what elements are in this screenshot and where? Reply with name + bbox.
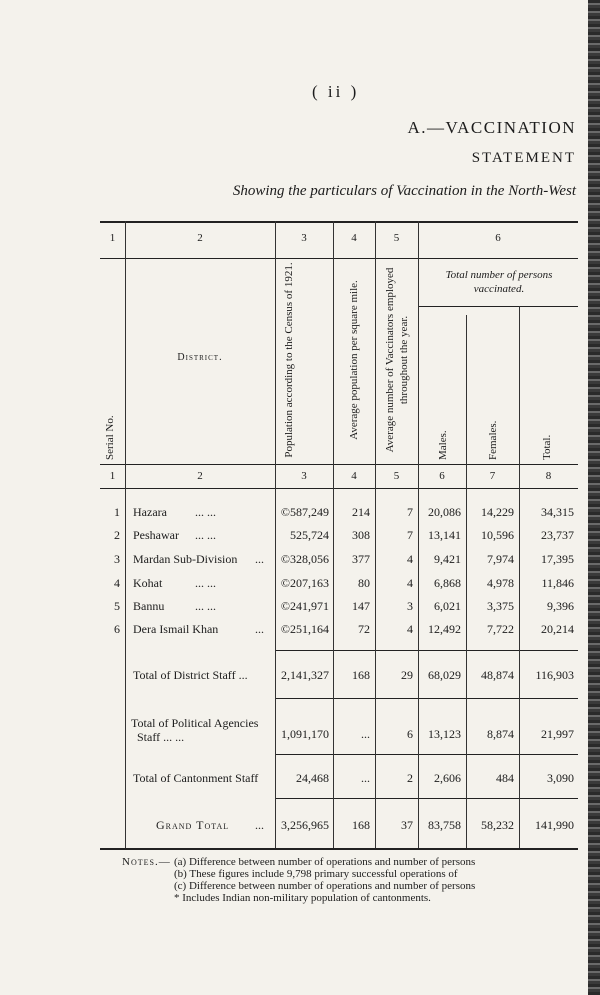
political-total-bottom-rule: [275, 754, 578, 755]
total-persons-header: Total number of persons vaccinated.: [445, 269, 553, 295]
sub-number-rule: [100, 488, 578, 489]
avg-pop-cell: 214: [352, 505, 370, 519]
avg-pop-cell: 308: [352, 528, 370, 542]
column-number: 4: [351, 232, 357, 244]
total-cell: 34,315: [541, 505, 574, 519]
district-total-top-rule: [275, 650, 578, 651]
avg-pop-cell: ...: [361, 727, 370, 741]
sub-column-number: 1: [109, 470, 116, 482]
females-cell: 8,874: [487, 727, 514, 741]
leader-dots: ...: [255, 818, 264, 832]
district-total-bottom-rule: [275, 698, 578, 699]
population-cell: ©328,056: [280, 552, 329, 566]
vaccinators-cell: 7: [407, 528, 413, 542]
females-cell: 10,596: [481, 528, 514, 542]
vaccinators-header: Average number of Vaccinators employed throughout the year.: [384, 267, 410, 453]
table-bottom-rule: [100, 848, 578, 850]
avg-pop-cell: 168: [352, 668, 370, 682]
females-cell: 14,229: [481, 505, 514, 519]
leader-dots: ...: [255, 552, 264, 566]
grand-total-label: Grand Total: [156, 818, 230, 832]
females-cell: 4,978: [487, 576, 514, 590]
total-label: Total of Political Agencies: [131, 716, 259, 730]
avg-pop-cell: 72: [358, 622, 370, 636]
page-number: ( ii ): [312, 82, 360, 101]
column-number: 3: [301, 232, 307, 244]
females-cell: 48,874: [481, 668, 514, 682]
vaccinators-cell: 6: [407, 727, 413, 741]
note-c: (c) Difference between number of operations and number of persons: [174, 880, 476, 892]
males-cell: 9,421: [434, 552, 461, 566]
serial-cell: 6: [114, 622, 120, 636]
leader-dots: ... ...: [195, 505, 216, 519]
females-header: Females.: [487, 420, 499, 460]
population-cell: ©587,249: [280, 505, 329, 519]
scanned-page-edge: [588, 0, 600, 995]
notes-label: Notes.—: [122, 856, 171, 868]
population-cell: ©241,971: [280, 599, 329, 613]
leader-dots: ... ...: [195, 599, 216, 613]
total-cell: 17,395: [541, 552, 574, 566]
sub-column-number: 3: [301, 470, 307, 482]
total-cell: 9,396: [547, 599, 574, 613]
table-top-rule: [100, 221, 578, 223]
section-title: A.—VACCINATION: [407, 118, 576, 137]
leader-dots: ... ...: [195, 576, 216, 590]
total-cell: 11,846: [541, 576, 574, 590]
sub-column-number: 4: [351, 470, 357, 482]
serial-cell: 4: [114, 576, 120, 590]
males-cell: 12,492: [428, 622, 461, 636]
serial-cell: 5: [114, 599, 120, 613]
column-number-rule: [100, 258, 578, 259]
statement-subtitle: Showing the particulars of Vaccination in the North-West: [232, 183, 576, 199]
males-cell: 68,029: [428, 668, 461, 682]
sub-column-number: 6: [439, 470, 445, 482]
district-cell: Bannu: [133, 599, 165, 613]
females-cell: 484: [496, 771, 514, 785]
total-cell: 141,990: [535, 818, 574, 832]
vaccinators-cell: 37: [401, 818, 413, 832]
sub-column-number: 5: [393, 470, 400, 482]
column-number: 6: [495, 232, 501, 244]
population-header: Population according to the Census of 1921.: [283, 262, 295, 458]
leader-dots: ... ...: [195, 528, 216, 542]
population-cell: 525,724: [290, 528, 329, 542]
population-cell: 1,091,170: [281, 727, 329, 741]
group-header-rule: [418, 306, 578, 307]
header-bottom-rule: [100, 464, 578, 465]
total-header: Total.: [541, 434, 553, 460]
vaccinators-cell: 4: [407, 622, 413, 636]
vaccinators-cell: 3: [407, 599, 413, 613]
total-cell: 116,903: [535, 668, 574, 682]
serial-cell: 1: [114, 505, 120, 519]
vaccinators-cell: 29: [401, 668, 413, 682]
vaccinators-cell: 4: [407, 552, 413, 566]
column-number: 1: [109, 232, 116, 244]
avg-pop-header: Average population per square mile.: [348, 280, 360, 440]
sub-column-number: 2: [197, 470, 203, 482]
serial-cell: 3: [114, 552, 120, 566]
col-rule-1: [125, 221, 126, 848]
total-cell: 20,214: [541, 622, 574, 636]
district-cell: Mardan Sub-Division: [133, 552, 238, 566]
population-cell: 3,256,965: [281, 818, 329, 832]
leader-dots: ...: [255, 622, 264, 636]
population-cell: 2,141,327: [281, 668, 329, 682]
avg-pop-cell: 80: [358, 576, 370, 590]
note-a: (a) Difference between number of operations and number of persons: [174, 856, 476, 868]
females-cell: 7,974: [487, 552, 514, 566]
males-cell: 13,141: [428, 528, 461, 542]
total-cell: 23,737: [541, 528, 574, 542]
males-cell: 6,868: [434, 576, 461, 590]
statement-heading: STATEMENT: [471, 150, 576, 166]
avg-pop-cell: 168: [352, 818, 370, 832]
males-cell: 2,606: [434, 771, 461, 785]
males-cell: 6,021: [434, 599, 461, 613]
serial-cell: 2: [114, 528, 120, 542]
total-cell: 3,090: [547, 771, 574, 785]
females-cell: 7,722: [487, 622, 514, 636]
district-header: District.: [177, 352, 223, 363]
district-cell: Peshawar: [133, 528, 179, 542]
sub-column-number: 8: [545, 470, 552, 482]
avg-pop-cell: 147: [352, 599, 370, 613]
avg-pop-cell: ...: [361, 771, 370, 785]
district-cell: Dera Ismail Khan: [133, 622, 219, 636]
females-cell: 3,375: [487, 599, 514, 613]
total-label: Total of District Staff ...: [133, 668, 248, 682]
note-b: (b) These figures include 9,798 primary successful operations of: [174, 868, 458, 880]
note-star: * Includes Indian non-military population of cantonments.: [174, 892, 431, 904]
sub-column-number: 7: [489, 470, 496, 482]
total-cell: 21,997: [541, 727, 574, 741]
population-cell: 24,468: [296, 771, 329, 785]
males-cell: 83,758: [428, 818, 461, 832]
avg-pop-cell: 377: [352, 552, 370, 566]
vaccinators-cell: 4: [407, 576, 413, 590]
column-number: 5: [393, 232, 400, 244]
cantonment-total-bottom-rule: [275, 798, 578, 799]
females-cell: 58,232: [481, 818, 514, 832]
district-cell: Kohat: [133, 576, 163, 590]
males-header: Males.: [437, 430, 449, 460]
column-number: 2: [197, 232, 203, 244]
vaccinators-cell: 7: [407, 505, 413, 519]
district-cell: Hazara: [133, 505, 167, 519]
vaccinators-cell: 2: [407, 771, 413, 785]
males-cell: 20,086: [428, 505, 461, 519]
serial-header: Serial No.: [104, 415, 116, 460]
total-label-cont: Staff ... ...: [137, 730, 185, 744]
total-label: Total of Cantonment Staff: [133, 771, 259, 785]
males-cell: 13,123: [428, 727, 461, 741]
population-cell: ©251,164: [280, 622, 329, 636]
population-cell: ©207,163: [280, 576, 329, 590]
